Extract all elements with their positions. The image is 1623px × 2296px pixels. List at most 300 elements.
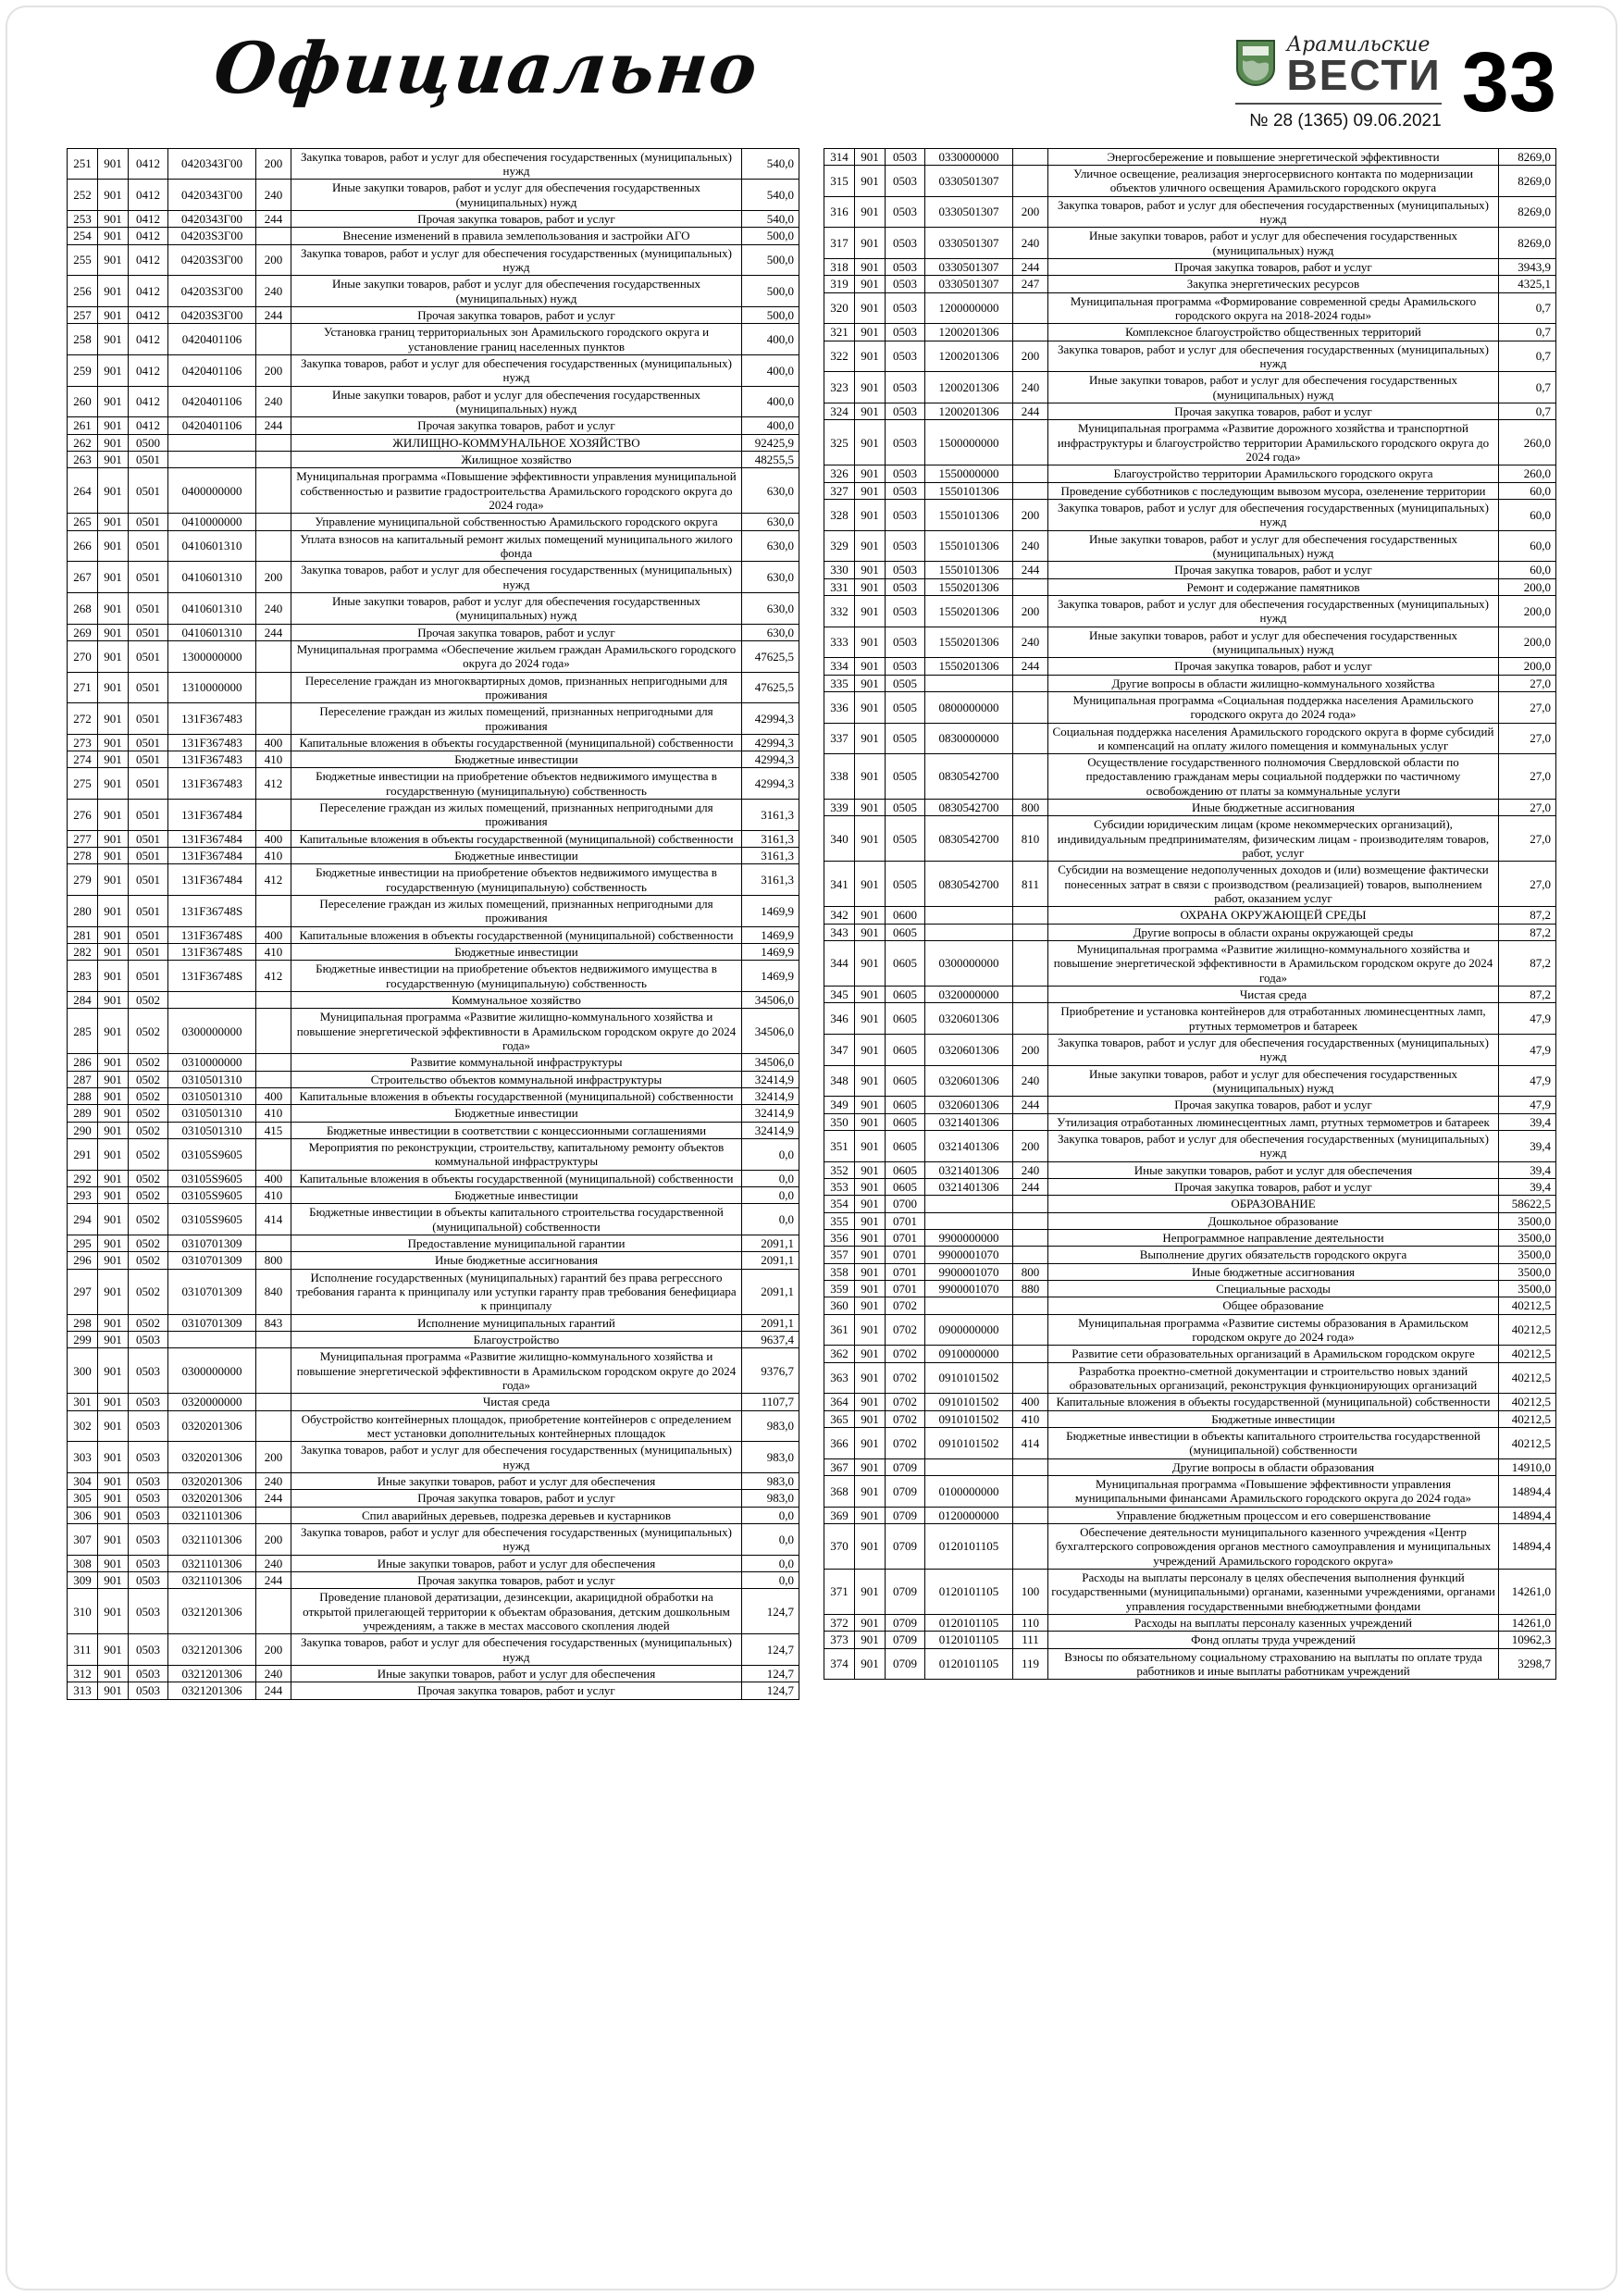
table-row [68, 992, 799, 1009]
cell-name: Бюджетные инвестиции [291, 1187, 742, 1204]
cell-section: 0503 [129, 1682, 168, 1699]
cell-num: 311 [68, 1634, 98, 1666]
cell-section: 0502 [129, 1314, 168, 1331]
cell-type [1013, 1230, 1048, 1247]
cell-code: 0120101105 [925, 1523, 1013, 1569]
cell-type: 240 [256, 592, 291, 624]
cell-amount: 3500,0 [1499, 1263, 1556, 1280]
cell-amount: 3943,9 [1499, 258, 1556, 275]
cell-amount: 27,0 [1499, 800, 1556, 816]
cell-type [1013, 1212, 1048, 1229]
cell-amount: 400,0 [742, 386, 799, 417]
cell-type [256, 514, 291, 530]
table-row [824, 1113, 1556, 1130]
cell-name: Муниципальная программа «Развитие жилищно-коммунального хозяйства и повышение энергетической эффективности в Арамильском городском округе до 2024 года» [291, 1348, 742, 1394]
cell-num: 339 [824, 800, 855, 816]
cell-num: 373 [824, 1632, 855, 1648]
cell-section: 0605 [886, 924, 925, 940]
cell-amount: 60,0 [1499, 530, 1556, 562]
cell-num: 280 [68, 896, 98, 927]
cell-num: 286 [68, 1054, 98, 1071]
table-row [68, 148, 799, 180]
cell-grbs: 901 [98, 306, 129, 323]
cell-grbs: 901 [855, 1569, 886, 1614]
cell-section: 0503 [886, 196, 925, 228]
cell-name: Иные закупки товаров, работ и услуг для обеспечения [291, 1472, 742, 1489]
cell-amount: 1107,7 [742, 1394, 799, 1410]
cell-amount: 630,0 [742, 624, 799, 640]
cell-section: 0503 [129, 1331, 168, 1347]
cell-type: 410 [256, 944, 291, 961]
cell-section: 0412 [129, 324, 168, 355]
cell-num: 352 [824, 1161, 855, 1178]
cell-amount: 42994,3 [742, 768, 799, 800]
cell-grbs: 901 [855, 924, 886, 940]
cell-name: Развитие сети образовательных организаций в Арамильском городском округе [1048, 1346, 1499, 1362]
cell-section: 0701 [886, 1280, 925, 1297]
cell-num: 359 [824, 1280, 855, 1297]
cell-amount: 27,0 [1499, 723, 1556, 754]
cell-amount: 47,9 [1499, 1003, 1556, 1035]
cell-amount: 39,4 [1499, 1131, 1556, 1162]
cell-grbs: 901 [98, 1589, 129, 1634]
cell-grbs: 901 [98, 417, 129, 434]
cell-grbs: 901 [855, 482, 886, 499]
cell-type [1013, 1314, 1048, 1346]
cell-code: 131F36748S [168, 944, 256, 961]
cell-code [925, 1458, 1013, 1475]
cell-type [1013, 1196, 1048, 1212]
cell-grbs: 901 [98, 1105, 129, 1122]
cell-section: 0503 [886, 258, 925, 275]
cell-type: 240 [256, 1555, 291, 1571]
cell-num: 346 [824, 1003, 855, 1035]
cell-code: 0321401306 [925, 1179, 1013, 1196]
cell-num: 316 [824, 196, 855, 228]
cell-section: 0501 [129, 848, 168, 864]
cell-amount: 32414,9 [742, 1071, 799, 1087]
cell-name: Прочая закупка товаров, работ и услуг [1048, 1097, 1499, 1113]
cell-type: 410 [256, 848, 291, 864]
cell-section: 0503 [886, 148, 925, 165]
table-row [68, 1314, 799, 1331]
cell-num: 260 [68, 386, 98, 417]
cell-amount: 47,9 [1499, 1035, 1556, 1066]
cell-name: Проведение субботников с последующим вывозом мусора, озеленение территории [1048, 482, 1499, 499]
table-row [824, 1003, 1556, 1035]
cell-grbs: 901 [855, 1297, 886, 1314]
cell-num: 269 [68, 624, 98, 640]
table-row [824, 675, 1556, 691]
cell-code: 1550101306 [925, 499, 1013, 530]
cell-grbs: 901 [98, 1170, 129, 1186]
cell-amount: 14910,0 [1499, 1458, 1556, 1475]
cell-num: 261 [68, 417, 98, 434]
cell-amount: 983,0 [742, 1442, 799, 1473]
table-row [824, 1475, 1556, 1507]
cell-type [1013, 987, 1048, 1003]
cell-grbs: 901 [855, 1161, 886, 1178]
cell-section: 0605 [886, 1179, 925, 1196]
cell-code: 0330000000 [925, 148, 1013, 165]
table-row [68, 1105, 799, 1122]
cell-num: 290 [68, 1122, 98, 1138]
cell-name: Иные бюджетные ассигнования [1048, 1263, 1499, 1280]
table-row [68, 1634, 799, 1666]
cell-grbs: 901 [98, 244, 129, 276]
cell-type: 247 [1013, 276, 1048, 292]
cell-code: 04203S3Г00 [168, 228, 256, 244]
cell-grbs: 901 [855, 595, 886, 627]
cell-type: 240 [256, 386, 291, 417]
cell-num: 251 [68, 148, 98, 180]
cell-code: 0320201306 [168, 1472, 256, 1489]
table-row [68, 1523, 799, 1555]
cell-grbs: 901 [855, 292, 886, 324]
cell-section: 0503 [886, 341, 925, 372]
cell-code: 0120101105 [925, 1569, 1013, 1614]
cell-amount: 92425,9 [742, 434, 799, 451]
cell-amount: 47,9 [1499, 1097, 1556, 1113]
cell-section: 0501 [129, 514, 168, 530]
cell-section: 0702 [886, 1427, 925, 1458]
cell-num: 356 [824, 1230, 855, 1247]
cell-code: 0330501307 [925, 166, 1013, 197]
table-row [824, 1614, 1556, 1631]
cell-section: 0501 [129, 451, 168, 467]
cell-amount: 0,0 [742, 1523, 799, 1555]
cell-name: Закупка товаров, работ и услуг для обеспечения государственных (муниципальных) нужд [291, 244, 742, 276]
right-column [824, 148, 1556, 1681]
cell-type [256, 324, 291, 355]
cell-amount: 27,0 [1499, 862, 1556, 907]
cell-num: 343 [824, 924, 855, 940]
table-row [824, 292, 1556, 324]
cell-amount: 500,0 [742, 276, 799, 307]
cell-amount: 34506,0 [742, 1009, 799, 1054]
cell-amount: 630,0 [742, 468, 799, 514]
cell-code: 131F367484 [168, 864, 256, 896]
table-row [68, 1665, 799, 1682]
table-row [824, 1179, 1556, 1196]
cell-num: 344 [824, 941, 855, 987]
cell-num: 357 [824, 1247, 855, 1263]
cell-grbs: 901 [98, 1348, 129, 1394]
cell-grbs: 901 [98, 530, 129, 562]
cell-grbs: 901 [855, 1196, 886, 1212]
cell-amount: 0,0 [742, 1187, 799, 1204]
cell-name: Закупка товаров, работ и услуг для обеспечения государственных (муниципальных) нужд [291, 354, 742, 386]
cell-type [1013, 148, 1048, 165]
cell-code: 1550201306 [925, 595, 1013, 627]
cell-code: 0910101502 [925, 1427, 1013, 1458]
cell-num: 340 [824, 816, 855, 862]
cell-section: 0501 [129, 926, 168, 943]
cell-grbs: 901 [98, 992, 129, 1009]
cell-num: 351 [824, 1131, 855, 1162]
cell-section: 0702 [886, 1297, 925, 1314]
cell-num: 309 [68, 1571, 98, 1588]
cell-type [1013, 941, 1048, 987]
cell-name: Прочая закупка товаров, работ и услуг [1048, 258, 1499, 275]
cell-section: 0502 [129, 1235, 168, 1252]
cell-type: 244 [1013, 1097, 1048, 1113]
cell-amount: 42994,3 [742, 734, 799, 751]
cell-type: 810 [1013, 816, 1048, 862]
cell-code: 1550101306 [925, 530, 1013, 562]
cell-name: Развитие коммунальной инфраструктуры [291, 1054, 742, 1071]
cell-amount: 0,7 [1499, 403, 1556, 419]
cell-num: 288 [68, 1088, 98, 1105]
cell-section: 0503 [886, 228, 925, 259]
cell-amount: 3161,3 [742, 830, 799, 847]
cell-type: 811 [1013, 862, 1048, 907]
cell-amount: 27,0 [1499, 675, 1556, 691]
table-row [68, 1269, 799, 1314]
cell-grbs: 901 [98, 768, 129, 800]
cell-grbs: 901 [98, 1394, 129, 1410]
table-row [68, 562, 799, 593]
cell-grbs: 901 [855, 1263, 886, 1280]
cell-section: 0500 [129, 434, 168, 451]
cell-grbs: 901 [855, 1394, 886, 1410]
cell-name: Другие вопросы в области образования [1048, 1458, 1499, 1475]
cell-num: 301 [68, 1394, 98, 1410]
cell-num: 337 [824, 723, 855, 754]
cell-num: 350 [824, 1113, 855, 1130]
cell-amount: 630,0 [742, 514, 799, 530]
table-row [68, 1170, 799, 1186]
cell-amount: 27,0 [1499, 754, 1556, 800]
cell-code: 9900001070 [925, 1247, 1013, 1263]
cell-code: 0320000000 [925, 987, 1013, 1003]
cell-name: Капитальные вложения в объекты государственной (муниципальной) собственности [291, 830, 742, 847]
cell-amount: 34506,0 [742, 992, 799, 1009]
cell-grbs: 901 [855, 907, 886, 924]
cell-grbs: 901 [855, 723, 886, 754]
table-row [68, 1348, 799, 1394]
cell-grbs: 901 [98, 276, 129, 307]
cell-code: 1550201306 [925, 578, 1013, 595]
cell-name: Другие вопросы в области охраны окружающей среды [1048, 924, 1499, 940]
cell-name: Ремонт и содержание памятников [1048, 578, 1499, 595]
cell-num: 370 [824, 1523, 855, 1569]
cell-code: 0310701309 [168, 1269, 256, 1314]
cell-grbs: 901 [98, 1555, 129, 1571]
cell-name: Дошкольное образование [1048, 1212, 1499, 1229]
cell-grbs: 901 [98, 1410, 129, 1442]
cell-type [1013, 907, 1048, 924]
cell-code: 0321401306 [925, 1161, 1013, 1178]
cell-num: 341 [824, 862, 855, 907]
cell-code: 131F367483 [168, 768, 256, 800]
cell-grbs: 901 [855, 1427, 886, 1458]
cell-amount: 48255,5 [742, 451, 799, 467]
cell-grbs: 901 [98, 751, 129, 768]
cell-name: Мероприятия по реконструкции, строительству, капитальному ремонту объектов коммунальной инфраструктуры [291, 1139, 742, 1171]
cell-name: Прочая закупка товаров, работ и услуг [291, 1490, 742, 1507]
cell-type [1013, 691, 1048, 723]
cell-section: 0503 [886, 578, 925, 595]
cell-name: Муниципальная программа «Формирование современной среды Арамильского городского округа на 2018-2024 годы» [1048, 292, 1499, 324]
cell-section: 0412 [129, 306, 168, 323]
table-row [824, 578, 1556, 595]
cell-amount: 983,0 [742, 1490, 799, 1507]
table-row [824, 816, 1556, 862]
cell-code [925, 1212, 1013, 1229]
cell-code: 0120101105 [925, 1648, 1013, 1680]
cell-code: 0120101105 [925, 1632, 1013, 1648]
cell-name: Муниципальная программа «Повышение эффективности управления муниципальными финансами Арамильского городского округа до 2024 года» [1048, 1475, 1499, 1507]
cell-amount: 47,9 [1499, 1065, 1556, 1097]
cell-section: 0709 [886, 1648, 925, 1680]
cell-code: 131F36748S [168, 896, 256, 927]
cell-num: 329 [824, 530, 855, 562]
cell-type [256, 703, 291, 735]
cell-grbs: 901 [98, 1682, 129, 1699]
cell-num: 257 [68, 306, 98, 323]
cell-name: Непрограммное направление деятельности [1048, 1230, 1499, 1247]
table-row [68, 624, 799, 640]
cell-type: 800 [1013, 1263, 1048, 1280]
table-row [824, 1507, 1556, 1523]
cell-num: 281 [68, 926, 98, 943]
cell-amount: 39,4 [1499, 1179, 1556, 1196]
cell-section: 0709 [886, 1614, 925, 1631]
cell-section: 0502 [129, 1187, 168, 1204]
brand-text [1286, 33, 1442, 99]
cell-grbs: 901 [98, 211, 129, 228]
cell-section: 0503 [129, 1348, 168, 1394]
cell-name: Прочая закупка товаров, работ и услуг [291, 1682, 742, 1699]
cell-code: 0420343Г00 [168, 148, 256, 180]
cell-code: 131F36748S [168, 961, 256, 992]
cell-type: 100 [1013, 1569, 1048, 1614]
cell-section: 0502 [129, 1204, 168, 1235]
cell-code: 0410601310 [168, 562, 256, 593]
cell-code: 9900001070 [925, 1263, 1013, 1280]
cell-amount: 10962,3 [1499, 1632, 1556, 1648]
cell-num: 266 [68, 530, 98, 562]
cell-grbs: 901 [855, 258, 886, 275]
cell-num: 330 [824, 562, 855, 578]
cell-grbs: 901 [855, 148, 886, 165]
table-row [824, 148, 1556, 165]
cell-type: 240 [1013, 1161, 1048, 1178]
cell-type [256, 1071, 291, 1087]
cell-amount: 14894,4 [1499, 1475, 1556, 1507]
cell-num: 320 [824, 292, 855, 324]
cell-name: Закупка товаров, работ и услуг для обеспечения государственных (муниципальных) нужд [1048, 341, 1499, 372]
cell-amount: 27,0 [1499, 691, 1556, 723]
cell-code [925, 924, 1013, 940]
cell-amount: 60,0 [1499, 499, 1556, 530]
cell-amount: 500,0 [742, 244, 799, 276]
cell-code: 0410000000 [168, 514, 256, 530]
cell-name: Иные закупки товаров, работ и услуг для обеспечения государственных (муниципальных) нужд [1048, 228, 1499, 259]
cell-code: 0300000000 [925, 941, 1013, 987]
table-row [824, 1427, 1556, 1458]
cell-name: Коммунальное хозяйство [291, 992, 742, 1009]
cell-amount: 540,0 [742, 180, 799, 211]
cell-code: 9900001070 [925, 1280, 1013, 1297]
table-row [824, 907, 1556, 924]
cell-code: 0321101306 [168, 1571, 256, 1588]
cell-section: 0605 [886, 1035, 925, 1066]
cell-grbs: 901 [855, 816, 886, 862]
table-row [68, 1071, 799, 1087]
table-row [68, 514, 799, 530]
cell-name: Комплексное благоустройство общественных территорий [1048, 324, 1499, 341]
cell-grbs: 901 [98, 944, 129, 961]
cell-code: 0410601310 [168, 592, 256, 624]
cell-grbs: 901 [855, 499, 886, 530]
cell-name: Внесение изменений в правила землепользования и застройки АГО [291, 228, 742, 244]
cell-type [256, 1235, 291, 1252]
cell-type: 244 [256, 1490, 291, 1507]
cell-amount: 0,7 [1499, 341, 1556, 372]
cell-grbs: 901 [98, 1269, 129, 1314]
cell-grbs: 901 [855, 941, 886, 987]
cell-type [1013, 924, 1048, 940]
cell-amount: 87,2 [1499, 924, 1556, 940]
cell-code: 9900000000 [925, 1230, 1013, 1247]
cell-num: 273 [68, 734, 98, 751]
cell-code: 1550101306 [925, 562, 1013, 578]
cell-name: Прочая закупка товаров, работ и услуг [291, 417, 742, 434]
cell-name: Бюджетные инвестиции на приобретение объектов недвижимого имущества в государственную (муниципальную) собственность [291, 768, 742, 800]
cell-code: 0420401106 [168, 417, 256, 434]
cell-num: 267 [68, 562, 98, 593]
cell-code: 0320601306 [925, 1065, 1013, 1097]
cell-num: 360 [824, 1297, 855, 1314]
table-row [68, 1394, 799, 1410]
cell-num: 358 [824, 1263, 855, 1280]
table-row [824, 341, 1556, 372]
cell-grbs: 901 [98, 354, 129, 386]
cell-amount: 87,2 [1499, 907, 1556, 924]
cell-type [1013, 1523, 1048, 1569]
cell-type: 415 [256, 1122, 291, 1138]
cell-type: 244 [1013, 1179, 1048, 1196]
cell-name: Закупка товаров, работ и услуг для обеспечения государственных (муниципальных) нужд [291, 1442, 742, 1473]
cell-amount: 630,0 [742, 562, 799, 593]
cell-code: 1550201306 [925, 658, 1013, 675]
cell-section: 0709 [886, 1569, 925, 1614]
cell-amount: 200,0 [1499, 595, 1556, 627]
table-row [68, 354, 799, 386]
cell-grbs: 901 [98, 1122, 129, 1138]
cell-name: Специальные расходы [1048, 1280, 1499, 1297]
cell-num: 295 [68, 1235, 98, 1252]
cell-type: 400 [256, 830, 291, 847]
cell-name: Благоустройство [291, 1331, 742, 1347]
cell-type [256, 1331, 291, 1347]
cell-name: Муниципальная программа «Развитие системы образования в Арамильском городском округе до 2024 года» [1048, 1314, 1499, 1346]
cell-grbs: 901 [98, 592, 129, 624]
cell-grbs: 901 [98, 864, 129, 896]
cell-amount: 540,0 [742, 148, 799, 180]
table-row [68, 768, 799, 800]
cell-name: Переселение граждан из многоквартирных домов, признанных непригодными для проживания [291, 672, 742, 703]
cell-type: 240 [1013, 372, 1048, 403]
cell-type: 244 [256, 1571, 291, 1588]
cell-type [256, 1589, 291, 1634]
cell-code: 1300000000 [168, 640, 256, 672]
cell-type: 400 [256, 926, 291, 943]
cell-type [1013, 723, 1048, 754]
table-row [68, 1139, 799, 1171]
